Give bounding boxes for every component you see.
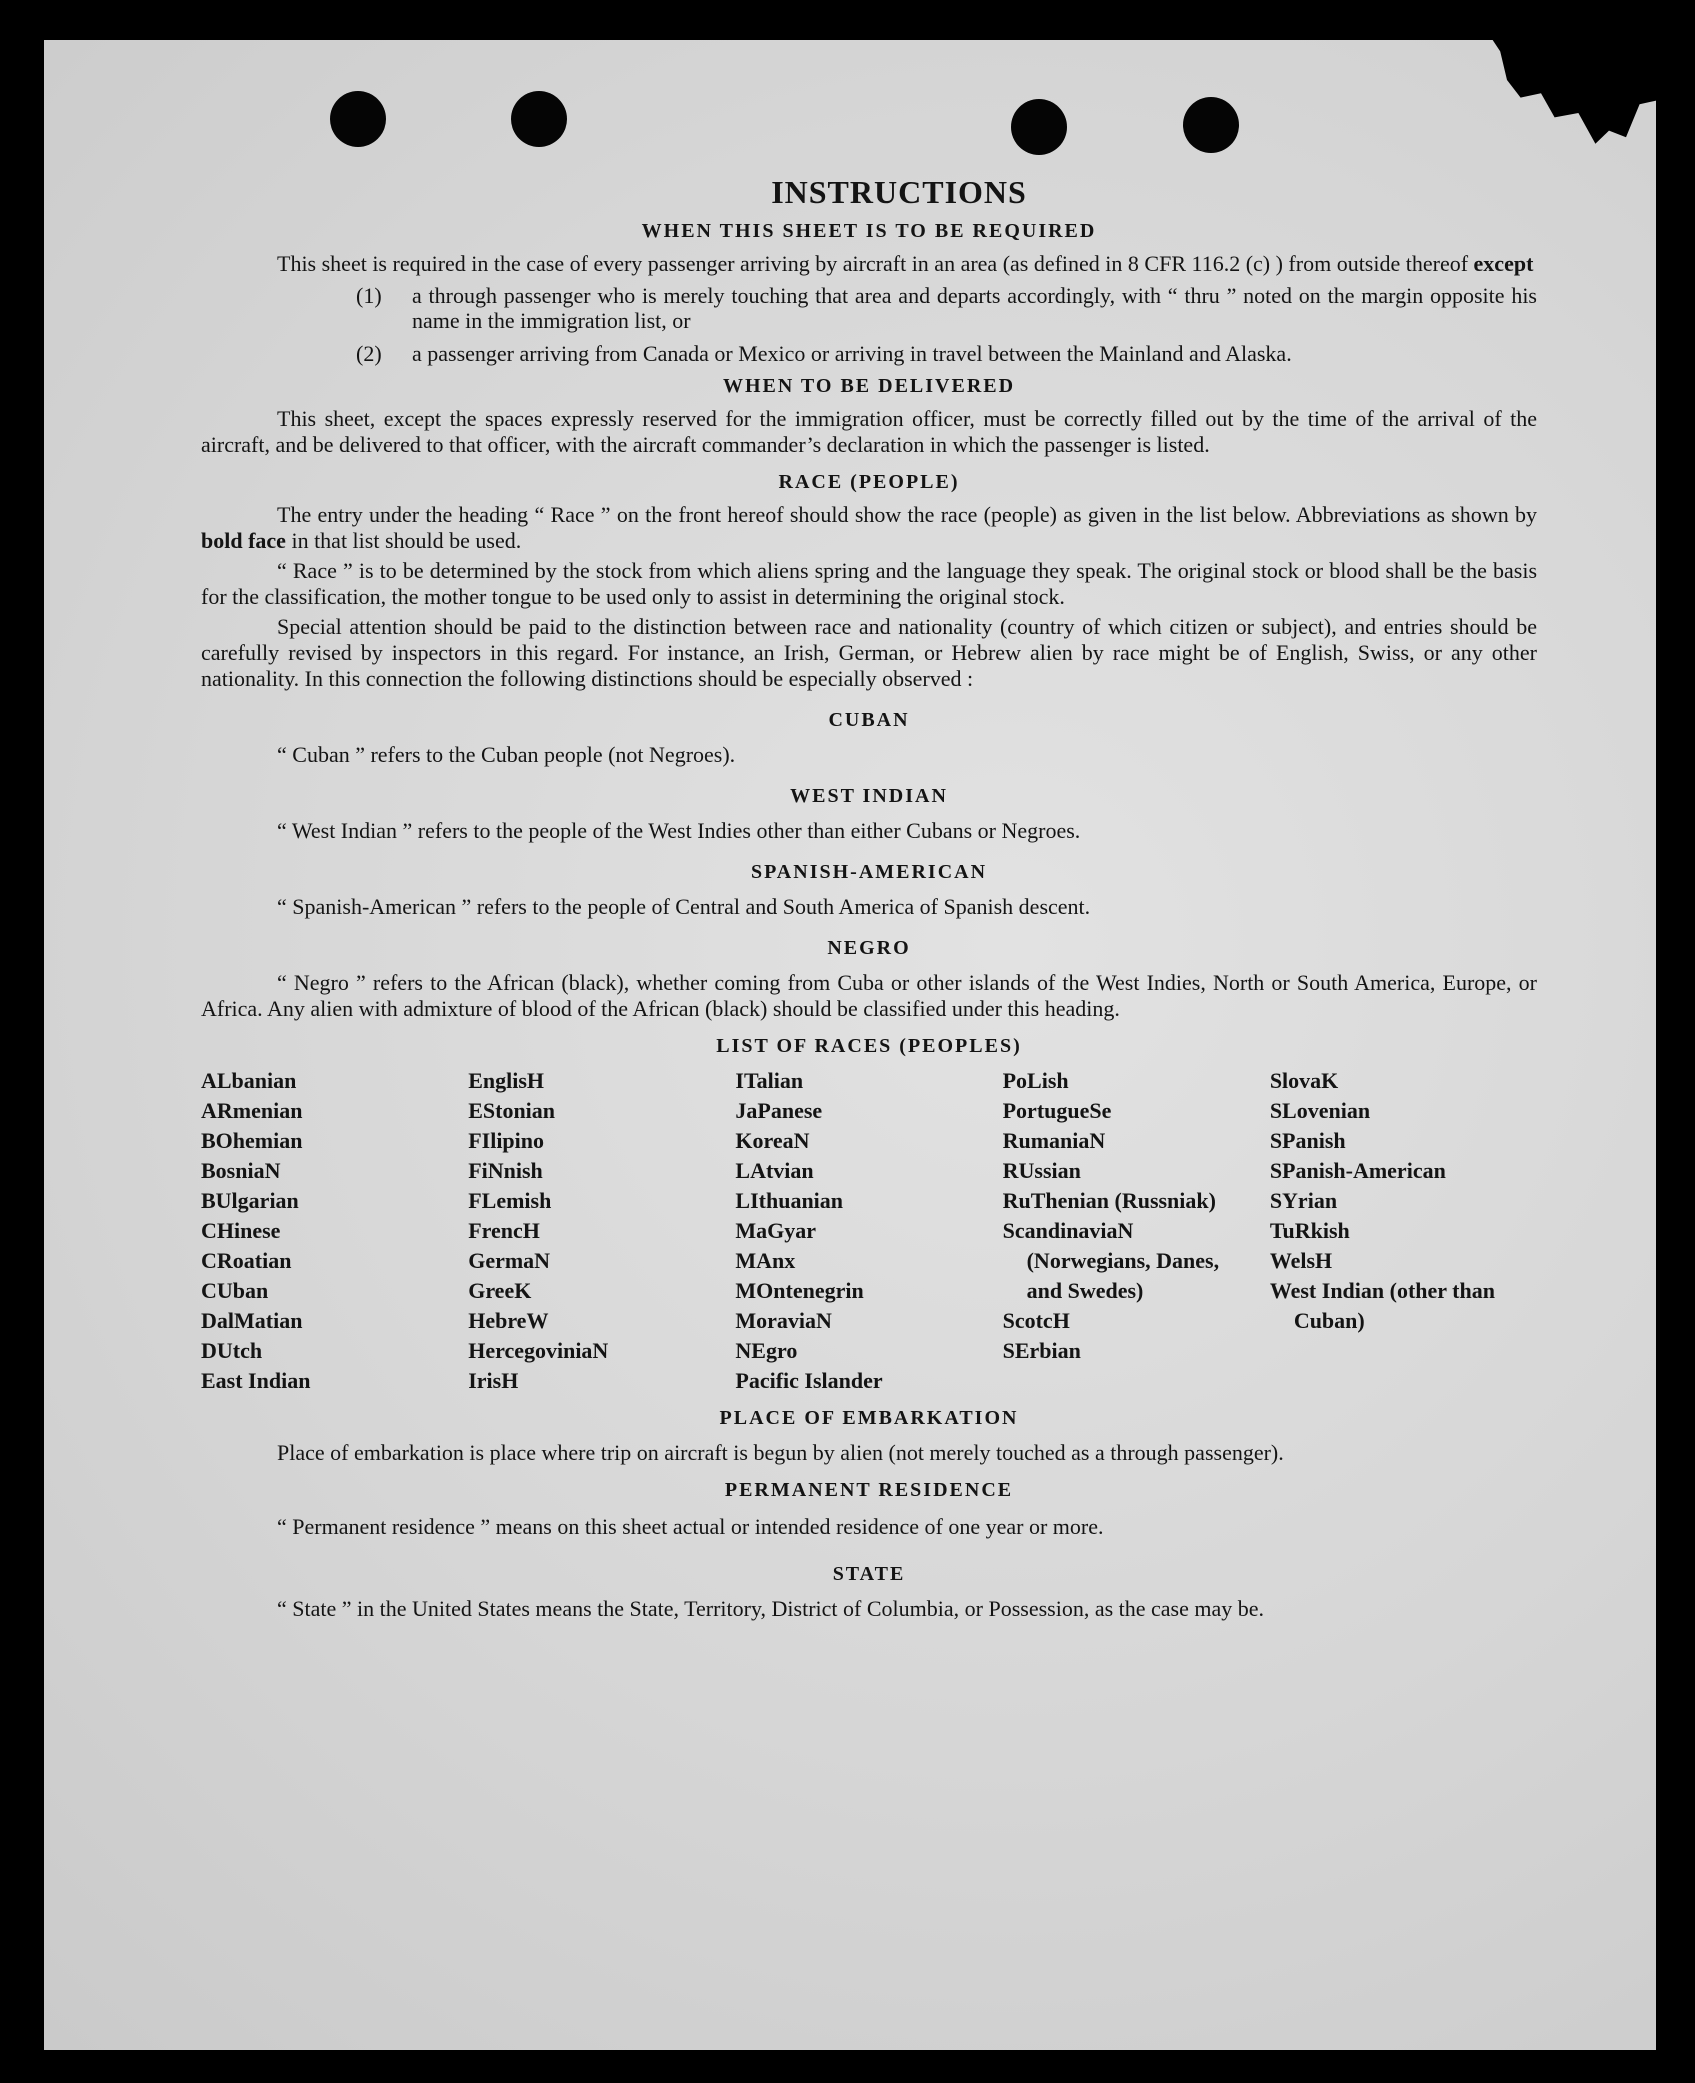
race-column <box>468 1066 735 1396</box>
section-heading-state: STATE <box>832 1563 906 1585</box>
section-heading-required: WHEN THIS SHEET IS TO BE REQUIRED <box>641 220 1097 242</box>
race-list-item: SLovenian <box>1269 1098 1371 1123</box>
clause-1: (1) a through passenger who is merely touching that area and departs accordingly, with “ thru ” noted on the margin opposite his name in the immigration list, or <box>356 283 1537 333</box>
race-list-item: West Indian (other than Cuban) <box>1269 1278 1495 1333</box>
race-list-item: BUlgarian <box>201 1188 299 1213</box>
punch-hole <box>1183 97 1239 153</box>
race-list-item: MaGyar <box>735 1218 817 1243</box>
race-list-item: NEgro <box>735 1338 798 1363</box>
paragraph-cuban: “ Cuban ” refers to the Cuban people (not Negroes). <box>277 742 736 767</box>
race-list-item: FLemish <box>468 1188 552 1213</box>
race-list-item: LIthuanian <box>735 1188 844 1213</box>
race-list-item: TuRkish <box>1269 1218 1350 1243</box>
paragraph-race-3: Special attention should be paid to the distinction between race and nationality (country of which citizen or subject), and entries should be carefully revised by inspectors in this regard. For instance, an Irish, German, or Hebrew alien by race might be of English, Swiss, or any other nationality. In this connection the following distinctions should be especially observed : <box>201 614 1537 691</box>
race-list-item: WelsH <box>1269 1248 1333 1273</box>
race-list-item: FrencH <box>468 1218 540 1243</box>
race-list-item: CHinese <box>201 1218 281 1243</box>
section-heading-race: RACE (PEOPLE) <box>778 471 960 493</box>
section-heading-negro: NEGRO <box>827 937 911 959</box>
emphasis-except: except <box>1473 251 1534 276</box>
race-list-item: IrisH <box>468 1368 519 1393</box>
race-list-item: FIlipino <box>468 1128 545 1153</box>
race-list-item: GreeK <box>468 1278 532 1303</box>
race-list-item: DalMatian <box>201 1308 303 1333</box>
race-list-item: ALbanian <box>201 1068 297 1093</box>
torn-corner <box>1490 36 1660 146</box>
race-list-item: ITalian <box>735 1068 804 1093</box>
race-list-item: SlovaK <box>1269 1068 1339 1093</box>
race-list-item: BosniaN <box>201 1158 281 1183</box>
race-list-item: MAnx <box>735 1248 796 1273</box>
race-list-item: RumaniaN <box>1002 1128 1106 1153</box>
punch-hole <box>330 91 386 147</box>
race-list-item: EStonian <box>468 1098 556 1123</box>
punch-hole <box>511 91 567 147</box>
paragraph-state: “ State ” in the United States means the State, Territory, District of Columbia, or Possession, as the case may be. <box>277 1596 1265 1621</box>
paragraph-spanish-american: “ Spanish-American ” refers to the people of Central and South America of Spanish descent. <box>277 894 1091 919</box>
race-list-item: PoLish <box>1002 1068 1069 1093</box>
section-heading-delivered: WHEN TO BE DELIVERED <box>722 375 1016 397</box>
race-list-item: ARmenian <box>201 1098 303 1123</box>
race-list-item: CUban <box>201 1278 269 1303</box>
paragraph-delivered: This sheet, except the spaces expressly reserved for the immigration officer, must be correctly filled out by the time of the arrival of the aircraft, and be delivered to that officer, with the aircraft commander’s declaration in which the passenger is listed. <box>201 406 1537 457</box>
paragraph-residence: “ Permanent residence ” means on this sheet actual or intended residence of one year or more. <box>277 1514 1104 1539</box>
race-list-item: FiNnish <box>468 1158 543 1183</box>
race-column <box>201 1066 468 1396</box>
race-list <box>201 1066 1537 1396</box>
paragraph-required-intro: This sheet is required in the case of every passenger arriving by aircraft in an area (as defined in 8 CFR 116.2 (c) ) from outside thereof except <box>277 251 1534 276</box>
race-list-item: PortugueSe <box>1002 1098 1112 1123</box>
section-heading-cuban: CUBAN <box>828 709 910 731</box>
punch-hole <box>1011 99 1067 155</box>
section-heading-embarkation: PLACE OF EMBARKATION <box>719 1407 1019 1429</box>
race-list-item: East Indian <box>201 1368 311 1393</box>
race-list-item: SPanish <box>1269 1128 1346 1153</box>
paragraph-race-2: “ Race ” is to be determined by the stock from which aliens spring and the language they speak. The original stock or blood shall be the basis for the classification, the mother tongue to be used only to assist in determining the original stock. <box>201 558 1537 609</box>
race-column <box>735 1066 1002 1396</box>
race-list-item: DUtch <box>201 1338 263 1363</box>
race-list-item: SYrian <box>1269 1188 1338 1213</box>
race-list-item: RuThenian (Russniak) <box>1002 1188 1216 1213</box>
race-list-item: CRoatian <box>201 1248 292 1273</box>
race-list-item: BOhemian <box>201 1128 303 1153</box>
race-list-item: SPanish-American <box>1269 1158 1446 1183</box>
emphasis-bold-face: bold face <box>201 528 286 553</box>
race-list-item: EnglisH <box>468 1068 545 1093</box>
race-list-item: LAtvian <box>735 1158 814 1183</box>
race-column <box>1003 1066 1270 1396</box>
instructions-content <box>201 174 1537 1622</box>
race-list-item: SErbian <box>1002 1338 1081 1363</box>
race-list-item: MOntenegrin <box>735 1278 864 1303</box>
section-heading-residence: PERMANENT RESIDENCE <box>724 1479 1014 1501</box>
paragraph-race-1: The entry under the heading “ Race ” on the front hereof should show the race (people) as given in the list below. Abbreviations as shown by bold face in that list should be used. <box>201 502 1537 553</box>
race-list-item: HercegoviniaN <box>468 1338 609 1363</box>
race-list-item: HebreW <box>468 1308 549 1333</box>
paragraph-embarkation: Place of embarkation is place where trip on aircraft is begun by alien (not merely touched as a through passenger). <box>277 1440 1284 1465</box>
race-list-item: KoreaN <box>735 1128 810 1153</box>
paragraph-negro: “ Negro ” refers to the African (black), whether coming from Cuba or other islands of the West Indies, North or South America, Europe, or Africa. Any alien with admixture of blood of the African (black) should be classified under this heading. <box>201 970 1537 1021</box>
race-list-item: Pacific Islander <box>735 1368 883 1393</box>
clause-2: (2) a passenger arriving from Canada or Mexico or arriving in travel between the Mainland and Alaska. <box>356 341 1292 366</box>
paragraph-west-indian: “ West Indian ” refers to the people of the West Indies other than either Cubans or Negroes. <box>277 818 1081 843</box>
race-list-item: ScandinaviaN (Norwegians, Danes, and Swedes) <box>1002 1218 1220 1303</box>
race-list-item: ScotcH <box>1002 1308 1070 1333</box>
section-heading-west-indian: WEST INDIAN <box>790 785 948 807</box>
section-heading-list-of-races: LIST OF RACES (PEOPLES) <box>716 1035 1022 1057</box>
page-title: INSTRUCTIONS <box>771 174 1027 210</box>
race-column <box>1270 1066 1537 1396</box>
race-list-item: JaPanese <box>735 1098 823 1123</box>
race-list-item: GermaN <box>468 1248 551 1273</box>
race-list-item: RUssian <box>1002 1158 1081 1183</box>
document-sheet <box>44 40 1656 2050</box>
race-list-item: MoraviaN <box>735 1308 832 1333</box>
section-heading-spanish-american: SPANISH-AMERICAN <box>750 861 988 883</box>
